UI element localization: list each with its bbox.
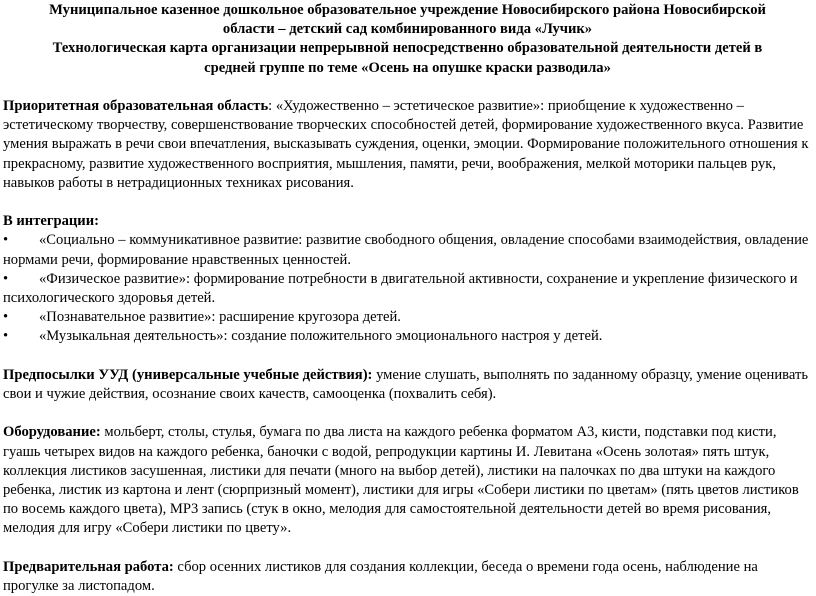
list-item <box>3 327 812 346</box>
equipment-text: мольберт, столы, стулья, бумага по два листа на каждого ребенка форматом А3, кисти, подставки под кисти, гуашь четырех видов на каждого ребенка, баночки с водой, репродукции картины И. Левитана «Осень золотая» пять штук, коллекция листиков засушенная, листики для печати (много на выбор детей), листики на палочках по два штуки на каждого ребенка, листик из картона и лент (сюрпризный момент), листики для игры «Собери листики по цветам» (пять цветов листиков по восемь каждого цвета), MP3 запись (стук в окно, мелодия для самостоятельной деятельности детей во время рисования, мелодия для игру «Собери листики по цвету». <box>3 424 799 537</box>
header-line-2: области – детский сад комбинированного вида «Лучик» <box>222 21 593 38</box>
header-line-4: средней группе по теме «Осень на опушке краски разводила» <box>204 59 611 76</box>
header-line-1: Муниципальное казенное дошкольное образовательное учреждение Новосибирского района Новосибирской <box>49 2 766 18</box>
preliminary-paragraph <box>3 558 812 596</box>
bullet-marker: • <box>3 232 9 249</box>
integration-list <box>3 231 812 346</box>
spacer <box>3 404 812 423</box>
list-item <box>3 231 812 269</box>
bullet-marker: • <box>3 309 9 326</box>
equipment-label: Оборудование: <box>3 424 101 441</box>
spacer <box>3 193 812 212</box>
preliminary-text: сбор осенних листиков для создания коллекции, беседа о времени года осень, наблюдение на прогулке за листопадом. <box>3 558 758 595</box>
priority-text: : «Художественно – эстетическое развитие»: приобщение к художественно – эстетическому творчеству, совершенствование творческих способностей детей, формирование художественного вкуса. Развитие умения выражать в речи свои впечатления, высказывать суждения, оценки, эмоции. Формирование положительного отношения к прекрасному, развитие художественного восприятия, мышления, памяти, речи, воображения, мелкой моторики пальцев рук, навыков работы в нетрадиционных техниках рисования. <box>3 98 809 191</box>
list-item-text: «Физическое развитие»: формирование потребности в двигательной активности, сохранение и укрепление физического и психологического здоровья детей. <box>3 270 798 307</box>
header-line-3: Технологическая карта организации непрерывной непосредственно образовательной деятельности детей в <box>52 40 763 57</box>
list-item-text: «Познавательное развитие»: расширение кругозора детей. <box>39 309 401 326</box>
bullet-marker: • <box>3 270 9 287</box>
spacer <box>3 539 812 558</box>
list-item <box>3 270 812 308</box>
priority-label: Приоритетная образовательная область <box>3 98 269 114</box>
priority-paragraph <box>3 97 812 193</box>
uud-label: Предпосылки УУД (универсальные учебные действия): <box>3 366 373 383</box>
list-item-text: «Музыкальная деятельность»: создание положительного эмоционального настроя у детей. <box>39 328 603 345</box>
equipment-paragraph <box>3 423 812 538</box>
list-item <box>3 308 812 327</box>
spacer <box>3 78 812 97</box>
preliminary-label: Предварительная работа: <box>3 558 174 575</box>
document-header <box>3 0 812 78</box>
list-item-text: «Социально – коммуникативное развитие: развитие свободного общения, овладение способами взаимодействия, овладение нормами речи, формирование нравственных ценностей. <box>3 232 809 268</box>
spacer <box>3 347 812 366</box>
bullet-marker: • <box>3 328 9 345</box>
uud-paragraph <box>3 366 812 404</box>
integration-label: В интеграции: <box>3 213 99 230</box>
uud-text: умение слушать, выполнять по заданному образцу, умение оценивать свои и чужие действия, осознание своих качеств, самооценка (похвалить себя). <box>3 366 808 403</box>
